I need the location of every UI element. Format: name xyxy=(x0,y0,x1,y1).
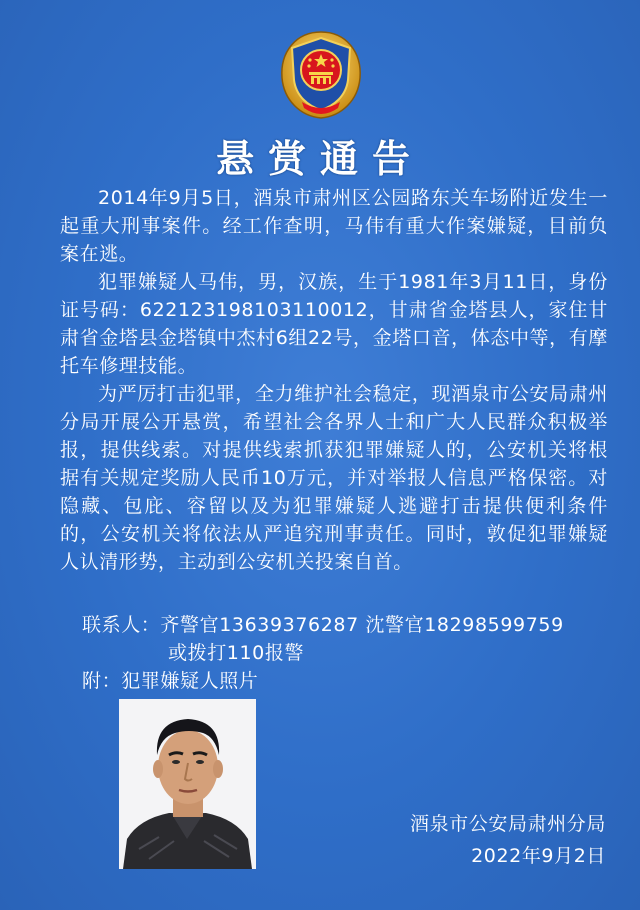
contact-line: 联系人：齐警官13639376287 沈警官18298599759 xyxy=(82,614,564,636)
attachment-label: 附：犯罪嫌疑人照片 xyxy=(82,670,259,692)
paragraph-suspect: 犯罪嫌疑人马伟，男，汉族，生于1981年3月11日，身份证号码：622123198103110012，甘肃省金塔县人，家住甘肃省金塔县金塔镇中杰村6组22号，金塔口音，体态中等，有摩托车修理技能。 xyxy=(60,271,608,377)
notice-body xyxy=(60,184,608,576)
issuer-block xyxy=(410,808,606,872)
suspect-photo xyxy=(119,699,256,869)
notice-title: 悬赏通告 xyxy=(215,137,424,181)
issue-date: 2022年9月2日 xyxy=(471,845,606,867)
issuer-name: 酒泉市公安局肃州分局 xyxy=(409,813,606,835)
contact-110-line: 或拨打110报警 xyxy=(168,642,305,664)
paragraph-case: 2014年9月5日，酒泉市肃州区公园路东关车场附近发生一起重大刑事案件。经工作查明，马伟有重大作案嫌疑，目前负案在逃。 xyxy=(60,187,608,265)
police-emblem-icon xyxy=(276,28,366,120)
suspect-portrait xyxy=(119,699,256,869)
paragraph-reward: 为严厉打击犯罪，全力维护社会稳定，现酒泉市公安局肃州分局开展公开悬赏，希望社会各界人士和广大人民群众积极举报，提供线索。对提供线索抓获犯罪嫌疑人的，公安机关将根据有关规定奖励人民币10万元，并对举报人信息严格保密。对隐藏、包庇、容留以及为犯罪嫌疑人逃避打击提供便利条件的，公安机关将依法从严追究刑事责任。同时，敦促犯罪嫌疑人认清形势，主动到公安机关投案自首。 xyxy=(60,383,608,573)
contact-section xyxy=(82,611,622,695)
